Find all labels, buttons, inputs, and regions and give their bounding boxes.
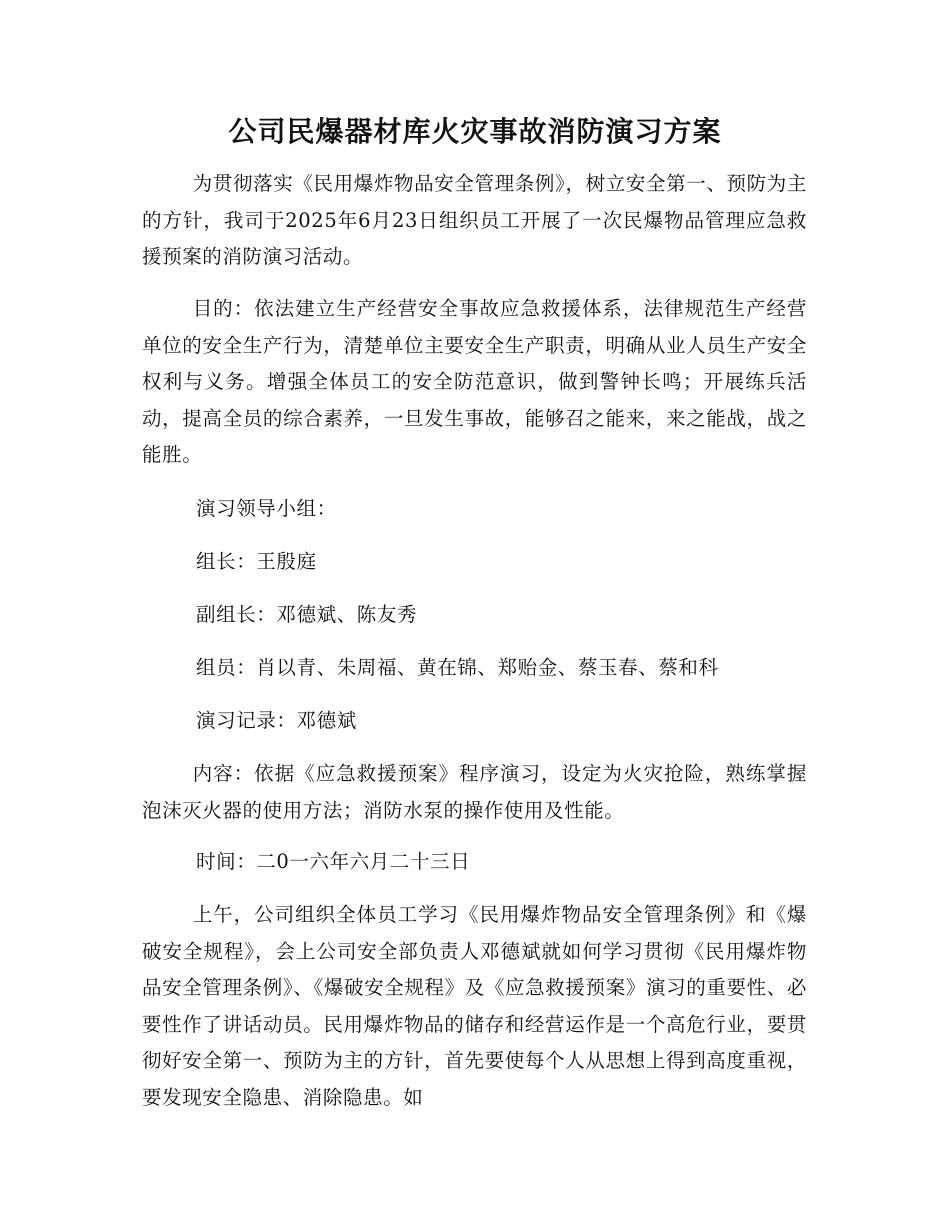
leadership-heading: 演习领导小组： xyxy=(196,497,337,520)
morning-paragraph: 上午，公司组织全体员工学习《民用爆炸物品安全管理条例》和《爆破安全规程》，会上公司安全部负责人邓德斌就如何学习贯彻《民用爆炸物品安全管理条例》、《爆破安全规程》及《应急救援预案》演习的重要性、必要性作了讲话动员。民用爆炸物品的储存和经营运作是一个高危行业，要贯彻好安全第一、预防为主的方针，首先要使每个人从思想上得到高度重视，要发现安全隐患、消除隐患。如 xyxy=(142,903,807,1109)
leader-line: 组长：王殷庭 xyxy=(196,550,317,573)
time-line: 时间：二0一六年六月二十三日 xyxy=(196,850,471,873)
recorder-line: 演习记录：邓德斌 xyxy=(196,709,357,732)
deputy-leader-line: 副组长：邓德斌、陈友秀 xyxy=(196,603,418,626)
document-title: 公司民爆器材库火灾事故消防演习方案 xyxy=(228,115,722,148)
content-paragraph: 内容：依据《应急救援预案》程序演习，设定为火灾抢险，熟练掌握泡沫灭火器的使用方法；消防水泵的操作使用及性能。 xyxy=(142,762,807,822)
intro-paragraph: 为贯彻落实《民用爆炸物品安全管理条例》，树立安全第一、预防为主的方针，我司于2025年6月23日组织员工开展了一次民爆物品管理应急救援预案的消防演习活动。 xyxy=(142,172,807,268)
members-line: 组员：肖以青、朱周福、黄在锦、郑贻金、蔡玉春、蔡和科 xyxy=(196,656,719,679)
purpose-paragraph: 目的：依法建立生产经营安全事故应急救援体系，法律规范生产经营单位的安全生产行为，清楚单位主要安全生产职责，明确从业人员生产安全权利与义务。增强全体员工的安全防范意识，做到警钟长鸣；开展练兵活动，提高全员的综合素养，一旦发生事故，能够召之能来，来之能战，战之能胜。 xyxy=(142,297,807,466)
